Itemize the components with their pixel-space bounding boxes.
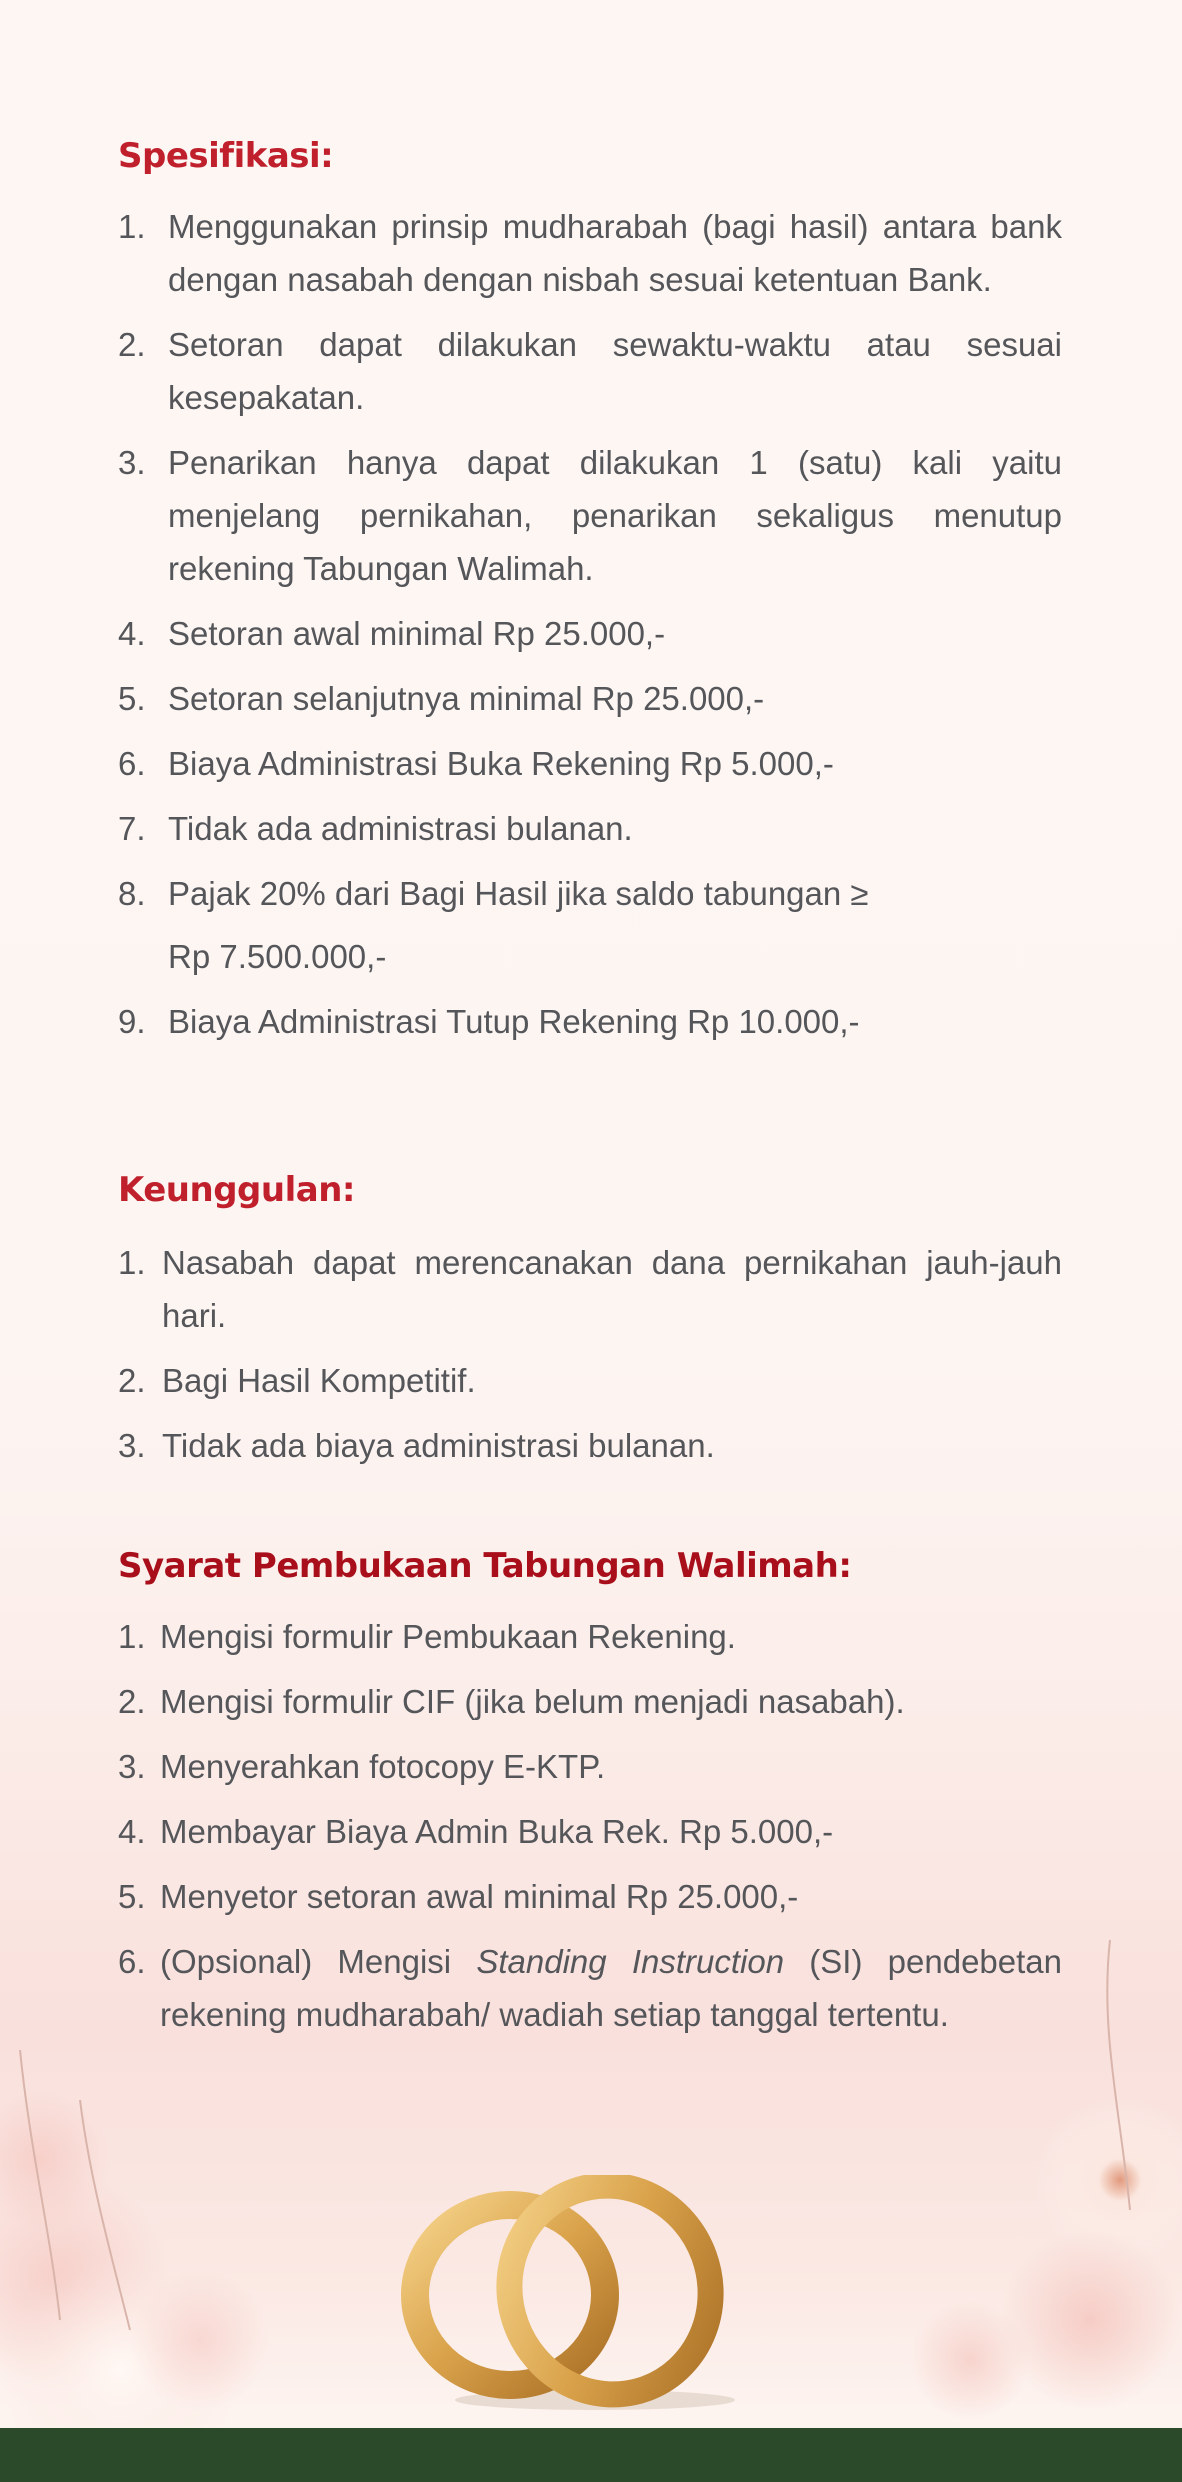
- list-item: 5. Setoran selanjutnya minimal Rp 25.000,-: [118, 680, 765, 717]
- list-item: 4. Setoran awal minimal Rp 25.000,-: [118, 615, 666, 652]
- list-item: 1. Nasabah dapat merencanakan dana pernikahan jauh-jauh hari.: [118, 1244, 1062, 1334]
- list-item: 7. Tidak ada administrasi bulanan.: [118, 810, 633, 847]
- list-item: 8. Pajak 20% dari Bagi Hasil jika saldo tabungan ≥ Rp 7.500.000,-: [118, 875, 869, 975]
- spesifikasi-list: [118, 200, 1062, 1048]
- list-item: 1. Menggunakan prinsip mudharabah (bagi hasil) antara bank dengan nasabah dengan nisbah sesuai ketentuan Bank.: [118, 208, 1062, 298]
- list-item: 1. Mengisi formulir Pembukaan Rekening.: [118, 1618, 736, 1655]
- list-item: 3. Tidak ada biaya administrasi bulanan.: [118, 1427, 715, 1464]
- list-item: 6. (Opsional) Mengisi Standing Instruction (SI) pendebetan rekening mudharabah/ wadiah setiap tanggal tertentu.: [118, 1943, 1063, 2033]
- list-item: 3. Penarikan hanya dapat dilakukan 1 (satu) kali yaitu menjelang pernikahan, penarikan sekaligus menutup rekening Tabungan Walimah.: [118, 444, 1062, 587]
- list-item: 6. Biaya Administrasi Buka Rekening Rp 5.000,-: [118, 745, 834, 782]
- list-item: 3. Menyerahkan fotocopy E-KTP.: [118, 1748, 606, 1785]
- gold-rings-illustration: [395, 2175, 780, 2415]
- list-item: 9. Biaya Administrasi Tutup Rekening Rp 10.000,-: [118, 1003, 860, 1040]
- list-item: 4. Membayar Biaya Admin Buka Rek. Rp 5.000,-: [118, 1813, 834, 1850]
- section-title-syarat: Syarat Pembukaan Tabungan Walimah:: [118, 1546, 852, 1586]
- syarat-list: [118, 1610, 1062, 2041]
- footer-bar: [0, 2428, 1182, 2482]
- list-item: 5. Menyetor setoran awal minimal Rp 25.000,-: [118, 1878, 799, 1915]
- list-item: 2. Mengisi formulir CIF (jika belum menjadi nasabah).: [118, 1683, 905, 1720]
- section-title-spesifikasi: Spesifikasi:: [118, 136, 334, 176]
- keunggulan-list: [118, 1236, 1062, 1472]
- list-item: 2. Bagi Hasil Kompetitif.: [118, 1362, 476, 1399]
- list-item: 2. Setoran dapat dilakukan sewaktu-waktu atau sesuai kesepakatan.: [118, 326, 1062, 416]
- section-title-keunggulan: Keunggulan:: [118, 1170, 355, 1210]
